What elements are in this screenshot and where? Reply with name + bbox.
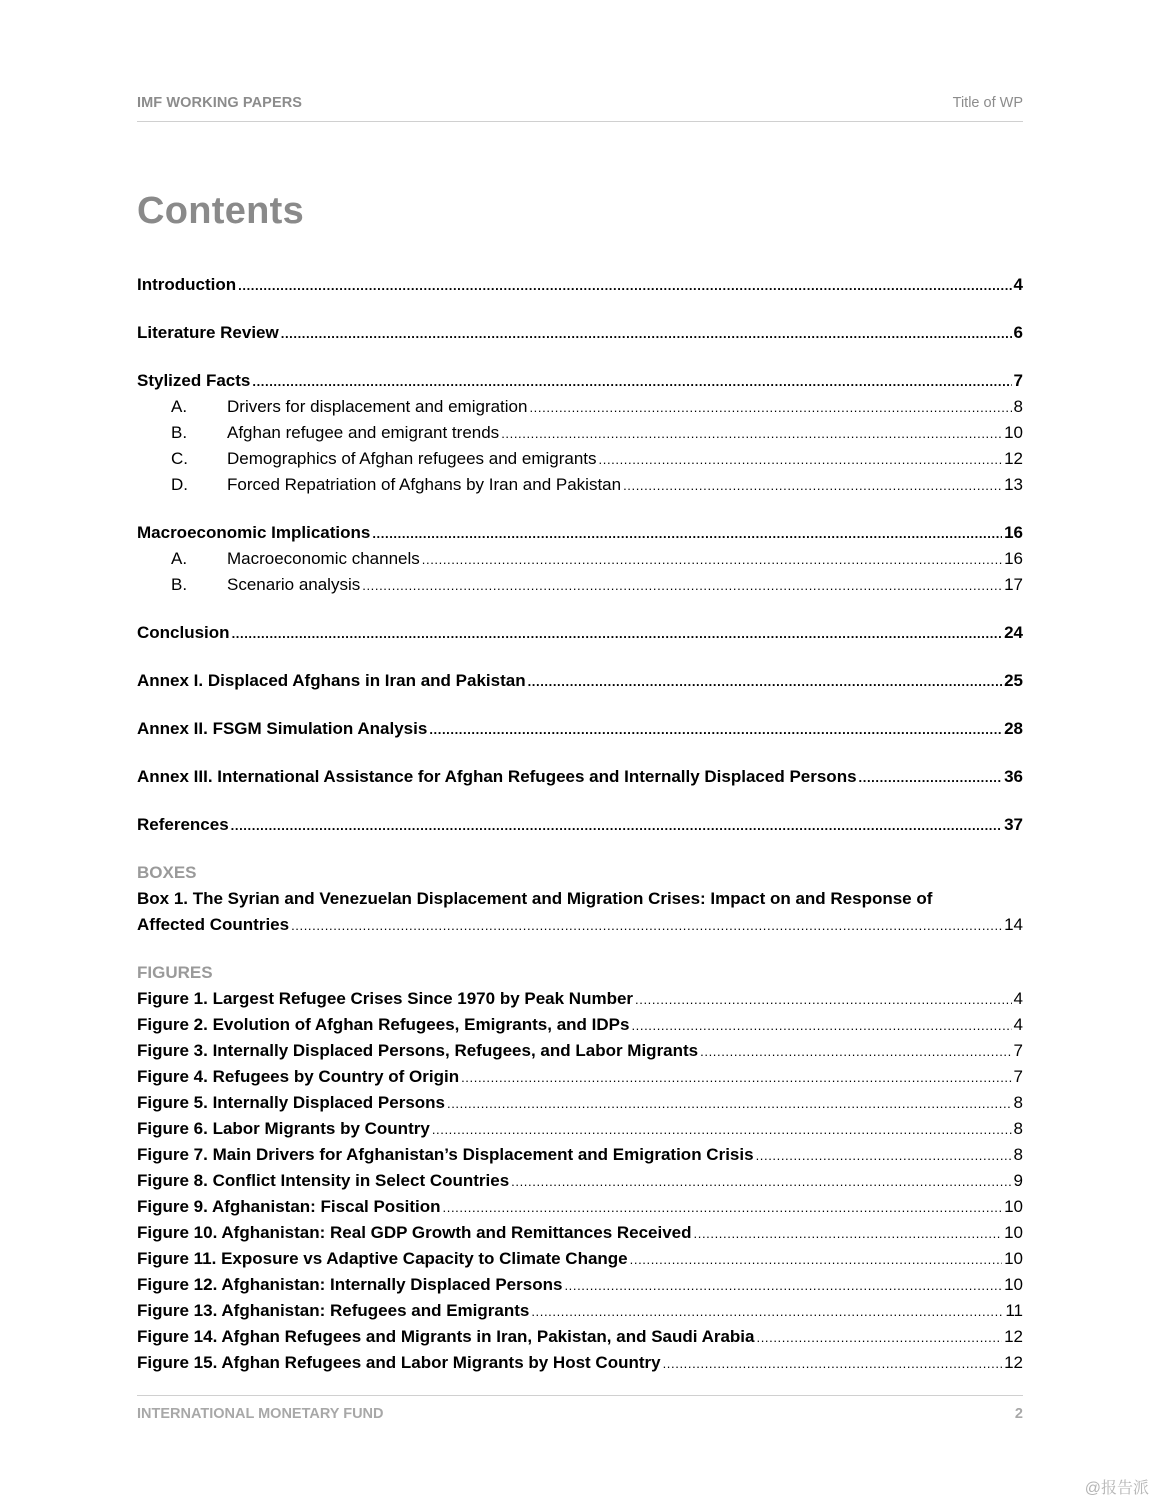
toc-entry[interactable] — [137, 1298, 1023, 1324]
toc-page-number: 10 — [1004, 1197, 1023, 1216]
toc-page-number: 14 — [1004, 915, 1023, 934]
toc-entry-label[interactable]: Annex I. Displaced Afghans in Iran and Pakistan — [137, 671, 526, 690]
toc-page-number: 28 — [1004, 719, 1023, 738]
toc-entry[interactable] — [137, 420, 1023, 446]
toc-entry[interactable] — [137, 1246, 1023, 1272]
toc-entry[interactable] — [137, 320, 1023, 346]
toc-entry-label[interactable]: Figure 14. Afghan Refugees and Migrants in Iran, Pakistan, and Saudi Arabia — [137, 1327, 755, 1346]
toc-entry-label[interactable]: Figure 2. Evolution of Afghan Refugees, Emigrants, and IDPs — [137, 1015, 630, 1034]
dot-leader — [232, 620, 1003, 647]
dot-leader — [447, 1090, 1012, 1117]
toc-entry[interactable] — [137, 368, 1023, 394]
dot-leader — [461, 1064, 1011, 1091]
dot-leader — [529, 394, 1011, 421]
dot-leader — [429, 716, 1002, 743]
toc-entry[interactable] — [137, 1116, 1023, 1142]
toc-entry[interactable] — [137, 1220, 1023, 1246]
toc-entry[interactable] — [137, 1194, 1023, 1220]
toc-page-number: 36 — [1004, 767, 1023, 786]
toc-entry-label[interactable]: Figure 11. Exposure vs Adaptive Capacity to Climate Change — [137, 1249, 628, 1268]
dot-leader — [663, 1350, 1002, 1377]
toc-page-number: 16 — [1004, 549, 1023, 568]
dot-leader — [443, 1194, 1003, 1221]
dot-leader — [635, 986, 1011, 1013]
section-letter: C. — [171, 449, 188, 468]
toc-entry[interactable] — [137, 272, 1023, 298]
toc-entry[interactable] — [137, 764, 1023, 790]
dot-leader — [531, 1298, 1003, 1325]
toc-entry[interactable] — [137, 1324, 1023, 1350]
dot-leader — [630, 1246, 1002, 1273]
toc-entry-label[interactable]: References — [137, 815, 229, 834]
toc-entry-label[interactable]: Literature Review — [137, 323, 279, 342]
toc-entry-label[interactable]: Figure 1. Largest Refugee Crises Since 1970 by Peak Number — [137, 989, 634, 1008]
series-name: IMF WORKING PAPERS — [137, 95, 303, 111]
toc-entry-label[interactable]: Conclusion — [137, 623, 230, 642]
toc-page-number: 12 — [1004, 449, 1023, 468]
dot-leader — [501, 420, 1002, 447]
toc-entry[interactable] — [137, 1168, 1023, 1194]
toc-entry[interactable] — [137, 394, 1023, 420]
toc-page-number: 6 — [1013, 323, 1023, 342]
toc-entry[interactable] — [137, 912, 1023, 938]
toc-page-number: 25 — [1004, 671, 1023, 690]
table-of-contents — [137, 272, 1023, 1376]
toc-page-number: 8 — [1013, 1145, 1023, 1164]
toc-entry-label[interactable]: Forced Repatriation of Afghans by Iran and Pakistan — [227, 475, 622, 494]
toc-page-number: 10 — [1004, 1249, 1023, 1268]
dot-leader — [432, 1116, 1012, 1143]
toc-entry-label[interactable]: Scenario analysis — [227, 575, 361, 594]
toc-entry[interactable] — [137, 620, 1023, 646]
dot-leader — [756, 1142, 1012, 1169]
toc-page-number: 10 — [1004, 1275, 1023, 1294]
toc-entry-label[interactable]: Annex II. FSGM Simulation Analysis — [137, 719, 428, 738]
toc-entry[interactable] — [137, 520, 1023, 546]
toc-page-number: 8 — [1013, 1093, 1023, 1112]
toc-entry-label[interactable]: Figure 13. Afghanistan: Refugees and Emigrants — [137, 1301, 530, 1320]
toc-entry-label[interactable]: Stylized Facts — [137, 371, 251, 390]
page-header — [137, 95, 1023, 122]
toc-entry-label[interactable]: Figure 10. Afghanistan: Real GDP Growth and Remittances Received — [137, 1223, 692, 1242]
toc-page-number: 4 — [1013, 275, 1023, 294]
dot-leader — [422, 546, 1002, 573]
toc-page-number: 7 — [1013, 371, 1023, 390]
dot-leader — [700, 1038, 1011, 1065]
toc-entry-label[interactable]: Drivers for displacement and emigration — [227, 397, 528, 416]
toc-entry-label[interactable]: Macroeconomic Implications — [137, 523, 371, 542]
toc-entry-label[interactable]: Demographics of Afghan refugees and emigrants — [227, 449, 597, 468]
toc-entry[interactable] — [137, 1142, 1023, 1168]
toc-page-number: 7 — [1013, 1041, 1023, 1060]
toc-entry-label[interactable]: Figure 4. Refugees by Country of Origin — [137, 1067, 460, 1086]
toc-entry[interactable] — [137, 446, 1023, 472]
toc-entry-label[interactable]: Figure 12. Afghanistan: Internally Displaced Persons — [137, 1275, 563, 1294]
toc-entry-label[interactable]: Macroeconomic channels — [227, 549, 420, 568]
toc-page-number: 4 — [1013, 1015, 1023, 1034]
dot-leader — [372, 520, 1002, 547]
box-title-line[interactable]: Box 1. The Syrian and Venezuelan Displacement and Migration Crises: Impact on and Response of — [137, 889, 933, 908]
dot-leader — [599, 446, 1003, 473]
watermark: @报告派 — [1084, 1480, 1149, 1497]
toc-page-number: 12 — [1004, 1327, 1023, 1346]
dot-leader — [511, 1168, 1011, 1195]
toc-page-number: 10 — [1004, 1223, 1023, 1242]
toc-entry-label[interactable]: Figure 3. Internally Displaced Persons, Refugees, and Labor Migrants — [137, 1041, 699, 1060]
toc-entry-label[interactable]: Figure 7. Main Drivers for Afghanistan’s Displacement and Emigration Crisis — [137, 1145, 754, 1164]
toc-page-number: 17 — [1004, 575, 1023, 594]
toc-entry[interactable] — [137, 572, 1023, 598]
toc-page-number: 12 — [1004, 1353, 1023, 1372]
footer-publisher: INTERNATIONAL MONETARY FUND — [137, 1406, 384, 1422]
dot-leader — [362, 572, 1002, 599]
dot-leader — [231, 812, 1002, 839]
figures-heading: FIGURES — [137, 963, 213, 982]
dot-leader — [528, 668, 1003, 695]
toc-entry-label[interactable]: Annex III. International Assistance for Afghan Refugees and Internally Displaced Persons — [137, 767, 857, 786]
boxes-heading: BOXES — [137, 863, 197, 882]
dot-leader — [281, 320, 1012, 347]
toc-entry[interactable] — [137, 1272, 1023, 1298]
section-letter: A. — [171, 549, 188, 568]
toc-page-number: 10 — [1004, 423, 1023, 442]
toc-entry-label[interactable]: Afghan refugee and emigrant trends — [227, 423, 500, 442]
toc-entry[interactable] — [137, 1038, 1023, 1064]
toc-page-number: 24 — [1004, 623, 1023, 642]
page-footer — [137, 1395, 1023, 1422]
toc-page-number: 8 — [1013, 1119, 1023, 1138]
paper-title: Title of WP — [952, 95, 1023, 111]
toc-page-number: 7 — [1013, 1067, 1023, 1086]
toc-page-number: 13 — [1004, 475, 1023, 494]
toc-page-number: 9 — [1013, 1171, 1023, 1190]
section-letter: B. — [171, 423, 188, 442]
section-letter: D. — [171, 475, 188, 494]
toc-page-number: 4 — [1013, 989, 1023, 1008]
toc-entry-label[interactable]: Affected Countries — [137, 915, 290, 934]
toc-page-number: 11 — [1005, 1301, 1023, 1320]
dot-leader — [564, 1272, 1002, 1299]
toc-entry[interactable] — [137, 1350, 1023, 1376]
section-letter: A. — [171, 397, 188, 416]
toc-entry[interactable] — [137, 472, 1023, 498]
toc-entry-label[interactable]: Introduction — [137, 275, 237, 294]
toc-entry[interactable] — [137, 1064, 1023, 1090]
toc-entry-label[interactable]: Figure 9. Afghanistan: Fiscal Position — [137, 1197, 441, 1216]
toc-entry-label[interactable]: Figure 15. Afghan Refugees and Labor Migrants by Host Country — [137, 1353, 661, 1372]
dot-leader — [238, 272, 1011, 299]
contents-title: Contents — [137, 190, 305, 232]
toc-page-number: 37 — [1004, 815, 1023, 834]
dot-leader — [756, 1324, 1002, 1351]
toc-page-number: 8 — [1013, 397, 1023, 416]
dot-leader — [623, 472, 1002, 499]
toc-entry[interactable] — [137, 986, 1023, 1012]
toc-entry[interactable] — [137, 668, 1023, 694]
toc-entry-label[interactable]: Figure 5. Internally Displaced Persons — [137, 1093, 445, 1112]
toc-entry[interactable] — [137, 1090, 1023, 1116]
section-letter: B. — [171, 575, 188, 594]
toc-entry[interactable] — [137, 546, 1023, 572]
dot-leader — [859, 764, 1003, 791]
page-number: 2 — [1014, 1406, 1023, 1422]
toc-entry[interactable] — [137, 812, 1023, 838]
dot-leader — [631, 1012, 1011, 1039]
toc-entry[interactable] — [137, 716, 1023, 742]
toc-entry-label[interactable]: Figure 8. Conflict Intensity in Select Countries — [137, 1171, 510, 1190]
dot-leader — [291, 912, 1002, 939]
dot-leader — [694, 1220, 1003, 1247]
toc-entry[interactable] — [137, 1012, 1023, 1038]
toc-page-number: 16 — [1004, 523, 1023, 542]
toc-entry-label[interactable]: Figure 6. Labor Migrants by Country — [137, 1119, 430, 1138]
dot-leader — [252, 368, 1011, 395]
